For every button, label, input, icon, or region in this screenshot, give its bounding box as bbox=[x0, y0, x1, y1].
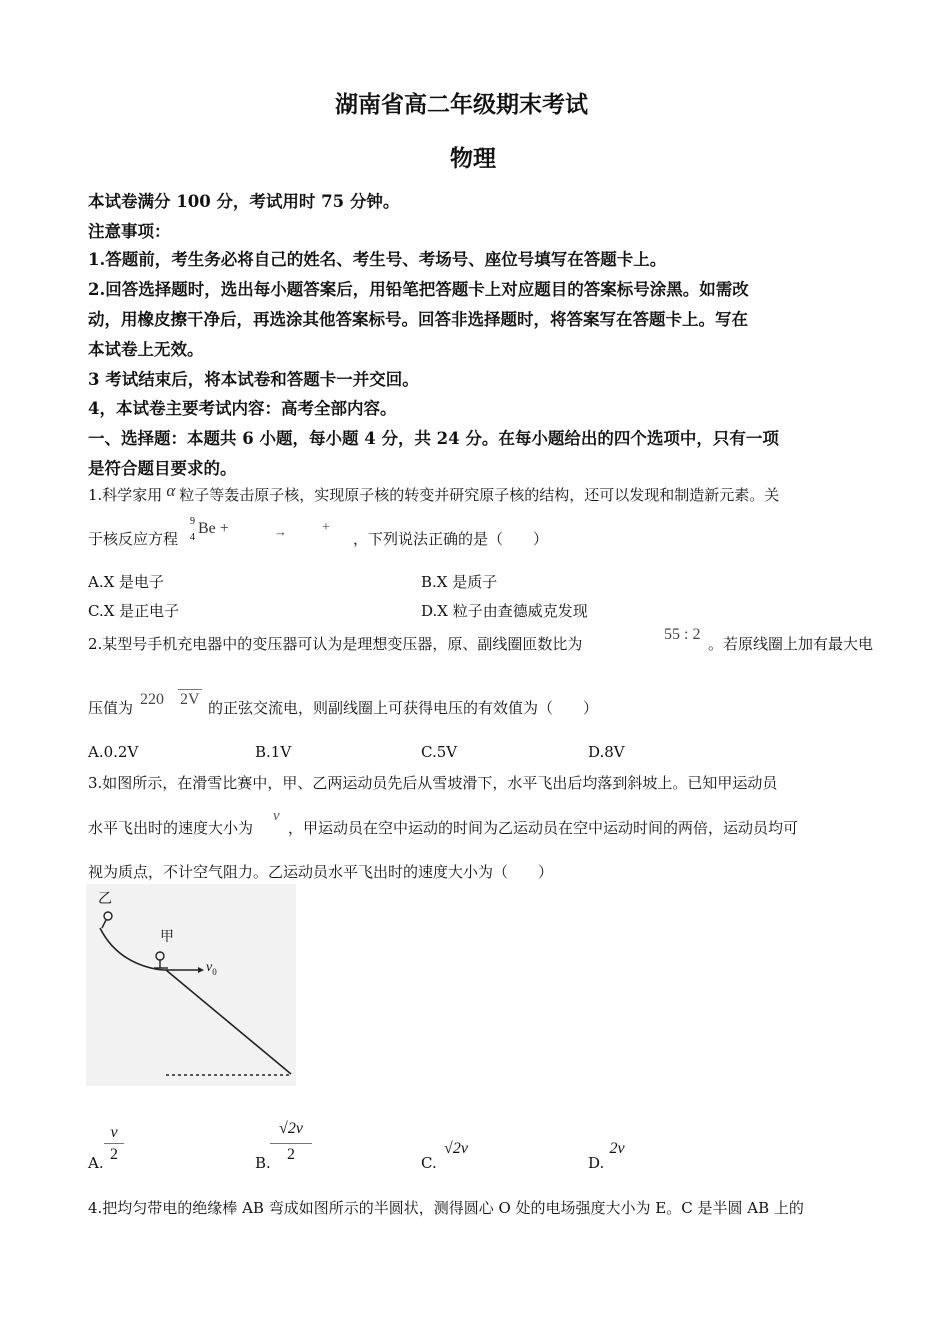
be-atomic-number: 4 bbox=[190, 532, 195, 543]
q3-option-d-label: D. bbox=[588, 1154, 605, 1172]
q2-option-a: A.0.2V bbox=[88, 743, 139, 761]
q1-option-c: C.X 是正电子 bbox=[88, 602, 180, 620]
q1-line2-tail: ，下列说法正确的是（ ） bbox=[353, 530, 549, 548]
section1-line2: 是符合题目要求的。 bbox=[88, 459, 237, 478]
q3-option-c-value: √2v bbox=[444, 1140, 468, 1157]
q3-option-a-denominator: 2 bbox=[110, 1146, 118, 1163]
q3-option-d-value: 2v bbox=[609, 1140, 625, 1157]
ski-slope-diagram bbox=[86, 884, 296, 1086]
notice-item4: 4，本试卷主要考试内容：高考全部内容。 bbox=[88, 399, 397, 418]
reaction-plus: + bbox=[322, 520, 330, 535]
voltage-220: 220 bbox=[140, 691, 164, 708]
voltage-root2-v: 2V bbox=[180, 691, 200, 708]
alpha-symbol: α bbox=[166, 481, 176, 500]
notice-heading: 注意事项： bbox=[88, 222, 171, 241]
speed-symbol: v bbox=[273, 808, 280, 824]
q1-option-d: D.X 粒子由查德威克发现 bbox=[421, 602, 588, 620]
be-symbol: Be + bbox=[198, 520, 229, 537]
q3-option-a-fraction-bar bbox=[104, 1143, 124, 1144]
q2-option-c: C.5V bbox=[421, 743, 458, 761]
q3-line2-tail: ，甲运动员在空中运动的时间为乙运动员在空中运动时间的两倍，运动员均可 bbox=[288, 819, 799, 837]
section1-line1: 一、选择题：本题共 6 小题，每小题 4 分，共 24 分。在每小题给出的四个选项中，只有一项 bbox=[88, 429, 779, 448]
q1-line1: 1.科学家用 α 粒子等轰击原子核，实现原子核的转变并研究原子核的结构，还可以发现和制造新元素。关 bbox=[88, 481, 780, 504]
notice-item2-line1: 2.回答选择题时，选出每小题答案后，用铅笔把答题卡上对应题目的答案标号涂黑。如需改 bbox=[88, 280, 749, 299]
q3-option-c-label: C. bbox=[421, 1154, 437, 1172]
q2-line1-lead: 2.某型号手机充电器中的变压器可认为是理想变压器，原、副线圈匝数比为 bbox=[88, 635, 583, 653]
q3-line1: 3.如图所示，在滑雪比赛中，甲、乙两运动员先后从雪坡滑下，水平飞出后均落到斜坡上。已知甲运动员 bbox=[88, 774, 778, 792]
q3-line3: 视为质点，不计空气阻力。乙运动员水平飞出时的速度大小为（ ） bbox=[88, 863, 554, 881]
notice-item2-line2: 动，用橡皮擦干净后，再选涂其他答案标号。回答非选择题时，将答案写在答题卡上。写在 bbox=[88, 310, 748, 329]
notice-item3: 3 考试结束后，将本试卷和答题卡一并交回。 bbox=[88, 370, 419, 389]
q3-option-a-numerator: v bbox=[110, 1124, 118, 1141]
q2-option-b: B.1V bbox=[255, 743, 292, 761]
q2-line2-tail: 的正弦交流电，则副线圈上可获得电压的有效值为（ ） bbox=[208, 699, 599, 717]
notice-line1: 本试卷满分 100 分，考试用时 75 分钟。 bbox=[88, 192, 400, 211]
q4-line1: 4.把均匀带电的绝缘棒 AB 弯成如图所示的半圆状，测得圆心 O 处的电场强度大小为 E。C 是半圆 AB 上的 bbox=[88, 1199, 804, 1217]
q3-line2-lead: 水平飞出时的速度大小为 bbox=[88, 819, 254, 837]
q2-option-d: D.8V bbox=[588, 743, 625, 761]
subject-title: 物理 bbox=[450, 145, 496, 172]
q3-option-a-label: A. bbox=[88, 1154, 104, 1172]
q3-option-b-label: B. bbox=[255, 1154, 271, 1172]
exam-title: 湖南省高二年级期末考试 bbox=[335, 91, 588, 118]
q2-line2-lead: 压值为 bbox=[88, 699, 134, 717]
label-yi: 乙 bbox=[98, 891, 112, 907]
q2-line1-tail: 。若原线圈上加有最大电 bbox=[708, 635, 874, 653]
ski-slope-figure bbox=[86, 884, 296, 1086]
be-mass-number: 9 bbox=[190, 516, 195, 527]
q3-option-b-denominator: 2 bbox=[287, 1146, 295, 1163]
notice-item1: 1.答题前，考生务必将自己的姓名、考生号、考场号、座位号填写在答题卡上。 bbox=[88, 250, 667, 269]
reaction-arrow: → bbox=[274, 524, 287, 539]
q3-option-b-fraction-bar bbox=[270, 1143, 312, 1144]
sqrt-bar bbox=[178, 689, 202, 690]
q1-line2-lead: 于核反应方程 bbox=[88, 530, 179, 548]
notice-item2-line3: 本试卷上无效。 bbox=[88, 340, 204, 359]
q1-option-b: B.X 是质子 bbox=[421, 573, 498, 591]
label-jia: 甲 bbox=[160, 929, 174, 945]
q3-option-b-numerator: √2v bbox=[279, 1120, 303, 1137]
turns-ratio: 55 : 2 bbox=[664, 626, 701, 643]
label-v0: $v_0$ bbox=[206, 960, 217, 977]
skier-yi-head bbox=[104, 912, 112, 920]
q1-option-a: A.X 是电子 bbox=[88, 573, 165, 591]
skier-jia-head bbox=[156, 952, 164, 960]
